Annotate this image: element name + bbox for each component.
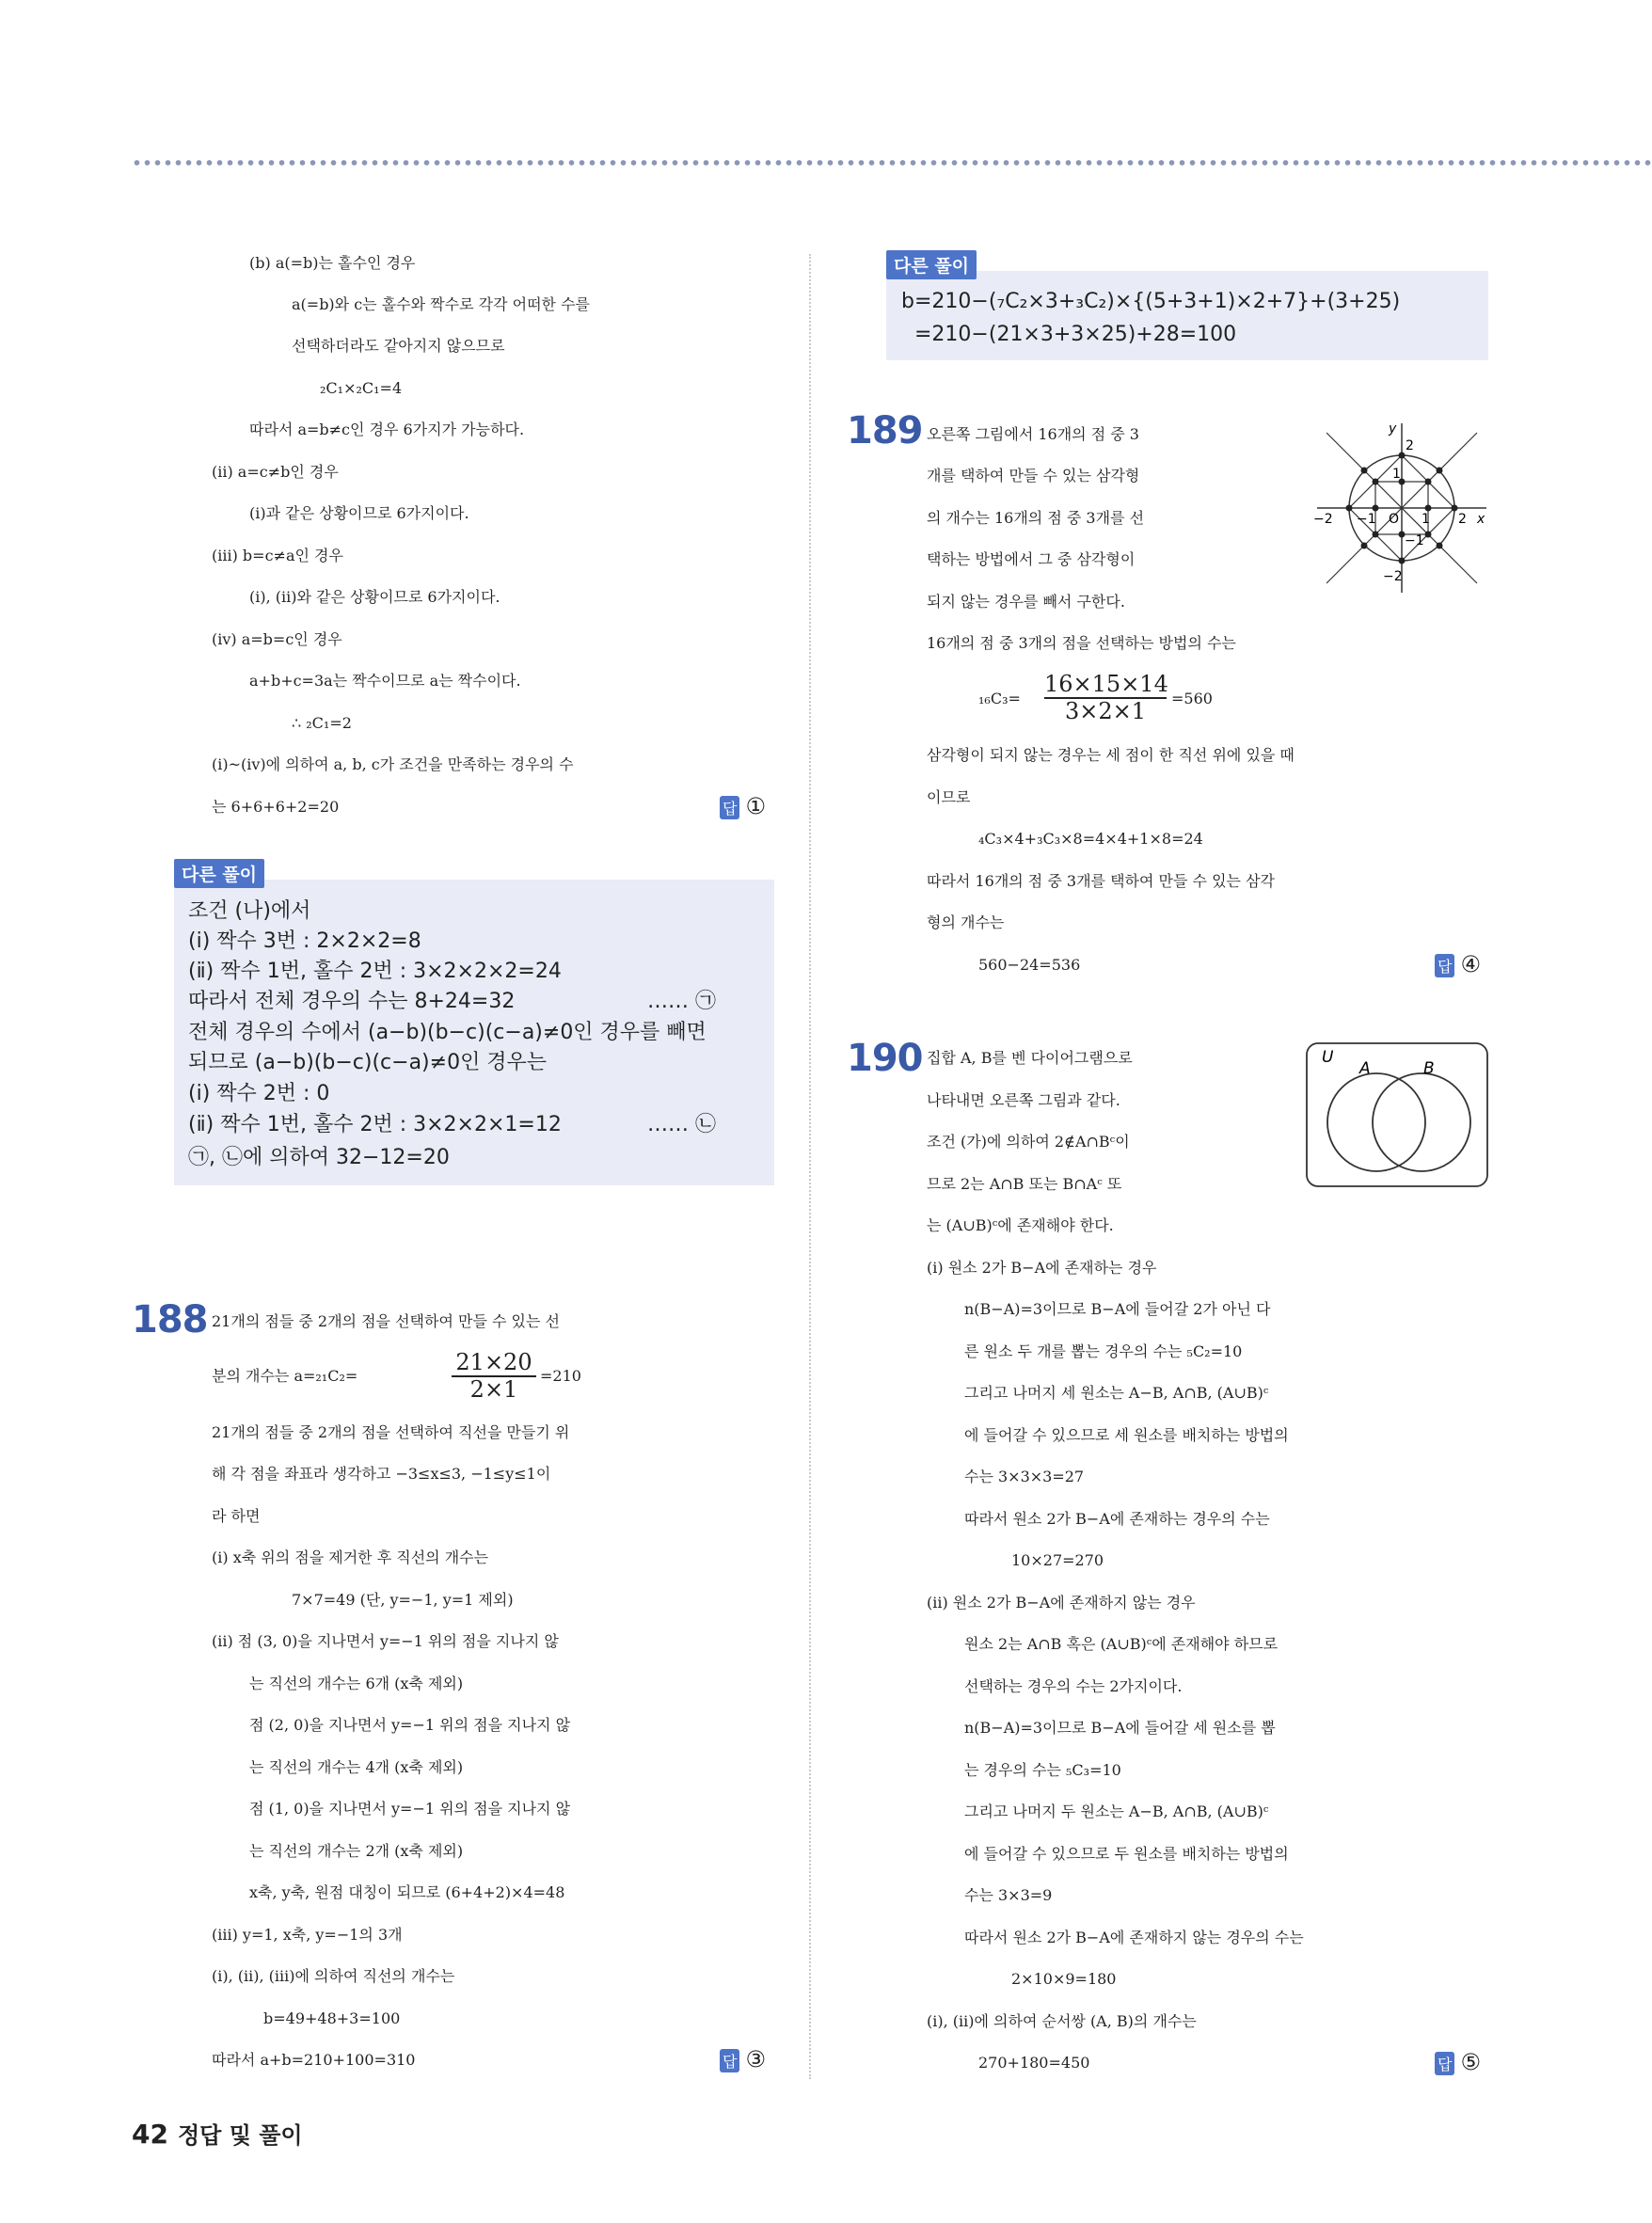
- text-line: (ⅰ), (ⅱ)에 의하여 순서쌍 (A, B)의 개수는: [927, 2012, 1197, 2030]
- text-line: 해 각 점을 좌표라 생각하고 −3≤x≤3, −1≤y≤1이: [212, 1465, 551, 1483]
- text-line: ₁₆C₃=: [978, 690, 1021, 707]
- fraction-denominator: 2×1: [452, 1375, 536, 1403]
- text-line: 수는 3×3=9: [964, 1886, 1053, 1904]
- text-line: 삼각형이 되지 않는 경우는 세 점이 한 직선 위에 있을 때: [927, 746, 1295, 764]
- alt-solution-tag: 다른 풀이: [886, 250, 977, 279]
- text-line: 따라서 a+b=210+100=310: [212, 2051, 416, 2069]
- fraction-denominator: 3×2×1: [1044, 697, 1167, 724]
- text-line: 에 들어갈 수 있으므로 세 원소를 배치하는 방법의: [964, 1426, 1289, 1444]
- text-line: (ⅰ) x축 위의 점을 제거한 후 직선의 개수는: [212, 1548, 489, 1566]
- svg-text:y: y: [1389, 421, 1397, 437]
- text-line: 따라서 a=b≠c인 경우 6가지가 가능하다.: [249, 421, 525, 438]
- svg-text:−2: −2: [1383, 569, 1403, 584]
- top-dotted-rule: [132, 158, 1652, 167]
- problem-number-190: 190: [847, 1037, 923, 1080]
- svg-text:x: x: [1477, 512, 1485, 527]
- text-line: 조건 (가)에 의하여 2∉A∩Bᶜ이: [927, 1133, 1130, 1151]
- svg-text:1: 1: [1392, 467, 1401, 482]
- text-line: x축, y축, 원점 대칭이 되므로 (6+4+2)×4=48: [249, 1883, 565, 1901]
- text-line: 는 직선의 개수는 4개 (x축 제외): [249, 1758, 464, 1776]
- text-line: 원소 2는 A∩B 혹은 (A∪B)ᶜ에 존재해야 하므로: [964, 1635, 1279, 1653]
- text-line: 이므로: [927, 788, 971, 806]
- text-line: 오른쪽 그림에서 16개의 점 중 3: [927, 425, 1139, 443]
- text-line: 선택하더라도 같아지지 않으므로: [292, 337, 505, 355]
- svg-text:−1: −1: [1405, 533, 1424, 548]
- text-line: 개를 택하여 만들 수 있는 삼각형: [927, 467, 1140, 484]
- text-line: 21개의 점들 중 2개의 점을 선택하여 직선을 만들기 위: [212, 1423, 570, 1441]
- problem-number-188: 188: [132, 1298, 208, 1342]
- text-line: 270+180=450: [978, 2054, 1090, 2072]
- alt-line: (ⅱ) 짝수 1번, 홀수 2번 : 3×2×2×1=12: [188, 1113, 562, 1136]
- venn-diagram: [1303, 1040, 1491, 1190]
- text-line: 16개의 점 중 3개의 점을 선택하는 방법의 수는: [927, 634, 1236, 652]
- column-divider: [809, 254, 811, 2079]
- text-line: (ⅱ) 점 (3, 0)을 지나면서 y=−1 위의 점을 지나지 않: [212, 1632, 559, 1650]
- text-line: n(B−A)=3이므로 B−A에 들어갈 세 원소를 뽑: [964, 1719, 1276, 1737]
- text-line: ∴ ₂C₁=2: [292, 714, 352, 732]
- alt-mark: …… ㉡: [647, 1113, 716, 1136]
- text-line: 에 들어갈 수 있으므로 두 원소를 배치하는 방법의: [964, 1845, 1289, 1863]
- text-line: a(=b)와 c는 홀수와 짝수로 각각 어떠한 수를: [292, 295, 590, 313]
- text-line: (ⅰ) 원소 2가 B−A에 존재하는 경우: [927, 1259, 1157, 1277]
- text-line: (ⅳ) a=b=c인 경우: [212, 630, 342, 648]
- text-line: a+b+c=3a는 짝수이므로 a는 짝수이다.: [249, 672, 521, 690]
- text-line: 라 하면: [212, 1507, 261, 1525]
- text-line: 그리고 나머지 두 원소는 A−B, A∩B, (A∪B)ᶜ: [964, 1802, 1269, 1820]
- text-line: 560−24=536: [978, 956, 1081, 974]
- text-line: 는 직선의 개수는 2개 (x축 제외): [249, 1842, 464, 1860]
- alt-solution-tag: 다른 풀이: [174, 859, 264, 888]
- text-line: b=49+48+3=100: [263, 2009, 401, 2027]
- text-line: (ⅰ)~(ⅳ)에 의하여 a, b, c가 조건을 만족하는 경우의 수: [212, 755, 574, 773]
- text-line: 는 (A∪B)ᶜ에 존재해야 한다.: [927, 1216, 1114, 1234]
- svg-text:−2: −2: [1313, 512, 1333, 527]
- alt-line: ㉠, ㉡에 의하여 32−12=20: [188, 1146, 450, 1169]
- text-line: =560: [1171, 690, 1213, 707]
- answer-mark: 답 ③: [720, 2046, 766, 2072]
- text-line: 형의 개수는: [927, 913, 1005, 931]
- text-line: 수는 3×3×3=27: [964, 1468, 1085, 1485]
- svg-text:A: A: [1359, 1059, 1371, 1078]
- text-line: 집합 A, B를 벤 다이어그램으로: [927, 1049, 1133, 1067]
- svg-text:2: 2: [1406, 438, 1414, 453]
- text-line: (b) a(=b)는 홀수인 경우: [249, 254, 416, 272]
- alt-line: (ⅱ) 짝수 1번, 홀수 2번 : 3×2×2×2=24: [188, 960, 562, 983]
- page-footer: [132, 2117, 303, 2150]
- svg-text:−1: −1: [1357, 512, 1376, 527]
- circle-grid-figure: [1308, 414, 1496, 602]
- fraction-numerator: 16×15×14: [1044, 671, 1168, 697]
- problem-number-189: 189: [847, 409, 923, 453]
- alt-line: 따라서 전체 경우의 수는 8+24=32: [188, 990, 516, 1013]
- text-line: (ⅱ) a=c≠b인 경우: [212, 463, 339, 481]
- text-line: (ⅱ) 원소 2가 B−A에 존재하지 않는 경우: [927, 1594, 1196, 1612]
- fraction: [1044, 672, 1167, 724]
- text-line: 므로 2는 A∩B 또는 B∩Aᶜ 또: [927, 1175, 1122, 1193]
- svg-text:2: 2: [1458, 512, 1467, 527]
- text-line: (ⅲ) y=1, x축, y=−1의 3개: [212, 1926, 403, 1944]
- alt-line: 조건 (나)에서: [188, 899, 311, 923]
- text-line: (ⅰ)과 같은 상황이므로 6가지이다.: [249, 504, 469, 522]
- page-number: 42: [132, 2119, 168, 2150]
- fraction-numerator: 21×20: [455, 1349, 532, 1375]
- text-line: 분의 개수는 a=₂₁C₂=: [212, 1367, 358, 1385]
- alt-line: =210−(21×3+3×25)+28=100: [914, 323, 1237, 346]
- answer-mark: 답 ④: [1435, 951, 1481, 977]
- text-line: (ⅰ), (ⅱ), (ⅲ)에 의하여 직선의 개수는: [212, 1967, 455, 1985]
- text-line: 7×7=49 (단, y=−1, y=1 제외): [292, 1591, 514, 1609]
- text-line: n(B−A)=3이므로 B−A에 들어갈 2가 아닌 다: [964, 1300, 1271, 1318]
- text-line: (ⅲ) b=c≠a인 경우: [212, 547, 343, 564]
- answer-mark: 답 ⑤: [1435, 2049, 1481, 2075]
- svg-text:O: O: [1389, 512, 1400, 527]
- text-line: 따라서 원소 2가 B−A에 존재하지 않는 경우의 수는: [964, 1929, 1304, 1946]
- text-line: (ⅰ), (ⅱ)와 같은 상황이므로 6가지이다.: [249, 588, 500, 606]
- text-line: 는 6+6+6+2=20: [212, 798, 340, 816]
- text-line: ₂C₁×₂C₁=4: [320, 379, 403, 397]
- text-line: =210: [540, 1367, 581, 1385]
- text-line: 나타내면 오른쪽 그림과 같다.: [927, 1091, 1120, 1109]
- answer-mark: 답 ①: [720, 793, 766, 819]
- text-line: 점 (2, 0)을 지나면서 y=−1 위의 점을 지나지 않: [249, 1716, 571, 1734]
- text-line: 택하는 방법에서 그 중 삼각형이: [927, 550, 1136, 568]
- svg-text:B: B: [1423, 1059, 1435, 1078]
- text-line: 는 직선의 개수는 6개 (x축 제외): [249, 1675, 464, 1692]
- text-line: 2×10×9=180: [1011, 1970, 1117, 1988]
- text-line: 점 (1, 0)을 지나면서 y=−1 위의 점을 지나지 않: [249, 1800, 571, 1818]
- text-line: 그리고 나머지 세 원소는 A−B, A∩B, (A∪B)ᶜ: [964, 1384, 1269, 1402]
- text-line: 따라서 원소 2가 B−A에 존재하는 경우의 수는: [964, 1510, 1270, 1528]
- text-line: 른 원소 두 개를 뽑는 경우의 수는 ₅C₂=10: [964, 1342, 1243, 1360]
- svg-text:U: U: [1322, 1048, 1334, 1067]
- text-line: 선택하는 경우의 수는 2가지이다.: [964, 1677, 1183, 1695]
- alt-line: 전체 경우의 수에서 (a−b)(b−c)(c−a)≠0인 경우를 빼면: [188, 1021, 707, 1044]
- svg-text:1: 1: [1422, 512, 1430, 527]
- alt-line: (ⅰ) 짝수 2번 : 0: [188, 1082, 330, 1105]
- alt-line: 되므로 (a−b)(b−c)(c−a)≠0인 경우는: [188, 1051, 548, 1074]
- text-line: 10×27=270: [1011, 1551, 1104, 1569]
- text-line: 의 개수는 16개의 점 중 3개를 선: [927, 509, 1145, 527]
- text-line: 되지 않는 경우를 빼서 구한다.: [927, 593, 1125, 611]
- text-line: 는 경우의 수는 ₅C₃=10: [964, 1761, 1121, 1779]
- footer-title: 정답 및 풀이: [177, 2122, 303, 2149]
- alt-mark: …… ㉠: [647, 990, 716, 1013]
- alt-line: b=210−(₇C₂×3+₃C₂)×{(5+3+1)×2+7}+(3+25): [901, 290, 1401, 313]
- text-line: 따라서 16개의 점 중 3개를 택하여 만들 수 있는 삼각: [927, 872, 1275, 890]
- fraction: [452, 1350, 536, 1403]
- text-line: ₄C₃×4+₃C₃×8=4×4+1×8=24: [978, 830, 1203, 848]
- text-line: 21개의 점들 중 2개의 점을 선택하여 만들 수 있는 선: [212, 1312, 560, 1330]
- alt-line: (ⅰ) 짝수 3번 : 2×2×2=8: [188, 929, 421, 953]
